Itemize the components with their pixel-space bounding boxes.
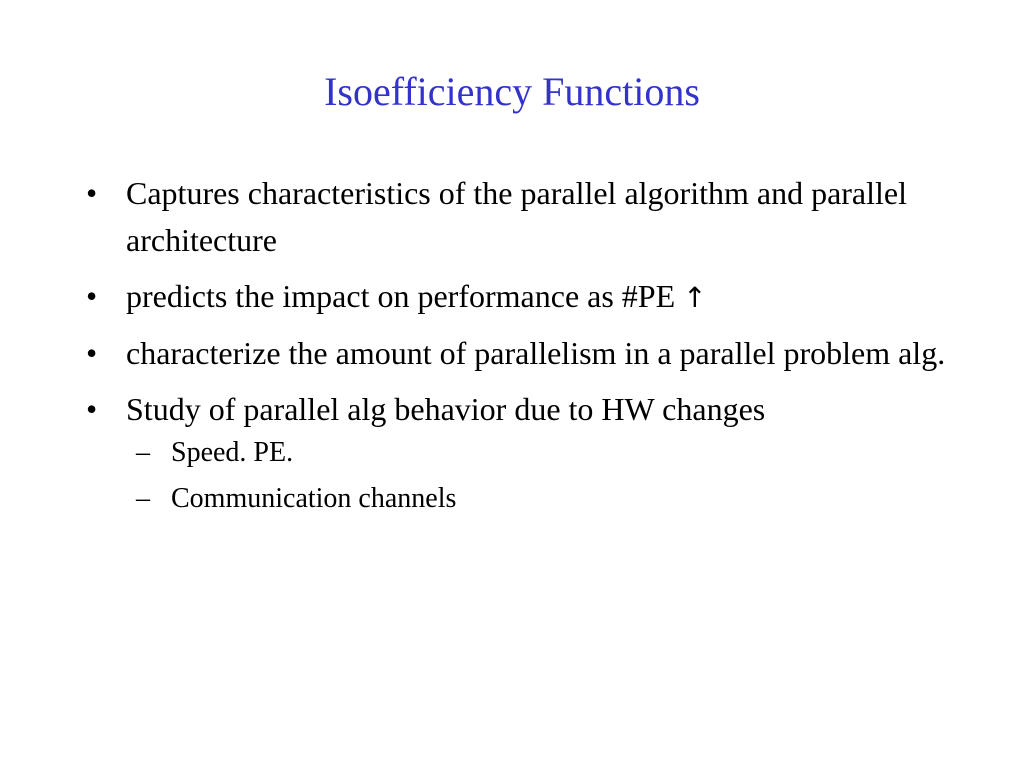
up-arrow-icon: ↑: [683, 281, 707, 314]
bullet-marker: •: [86, 175, 98, 211]
bullet-item: [86, 386, 966, 521]
sub-bullet-marker: –: [136, 483, 150, 514]
bullet-marker: •: [86, 335, 98, 371]
bullet-item: [86, 273, 966, 321]
sub-bullet-text: Communication channels: [171, 483, 457, 514]
bullet-list: [86, 170, 966, 530]
sub-bullet-item: [126, 431, 966, 475]
sub-bullet-text: Speed. PE.: [171, 437, 294, 468]
bullet-marker: •: [86, 278, 98, 314]
bullet-text: predicts the impact on performance as #PE: [126, 278, 676, 314]
bullet-text: characterize the amount of parallelism in a parallel problem alg.: [126, 335, 946, 371]
bullet-item: [86, 330, 966, 377]
bullet-item: [86, 170, 966, 264]
bullet-text: Captures characteristics of the parallel algorithm and parallel architecture: [126, 175, 907, 258]
bullet-text: Study of parallel alg behavior due to HW changes: [126, 391, 766, 427]
slide-title: Isoefficiency Functions: [324, 69, 700, 114]
sub-bullet-list: [126, 431, 966, 521]
sub-bullet-item: [126, 477, 966, 521]
sub-bullet-marker: –: [136, 437, 150, 468]
bullet-marker: •: [86, 391, 98, 427]
